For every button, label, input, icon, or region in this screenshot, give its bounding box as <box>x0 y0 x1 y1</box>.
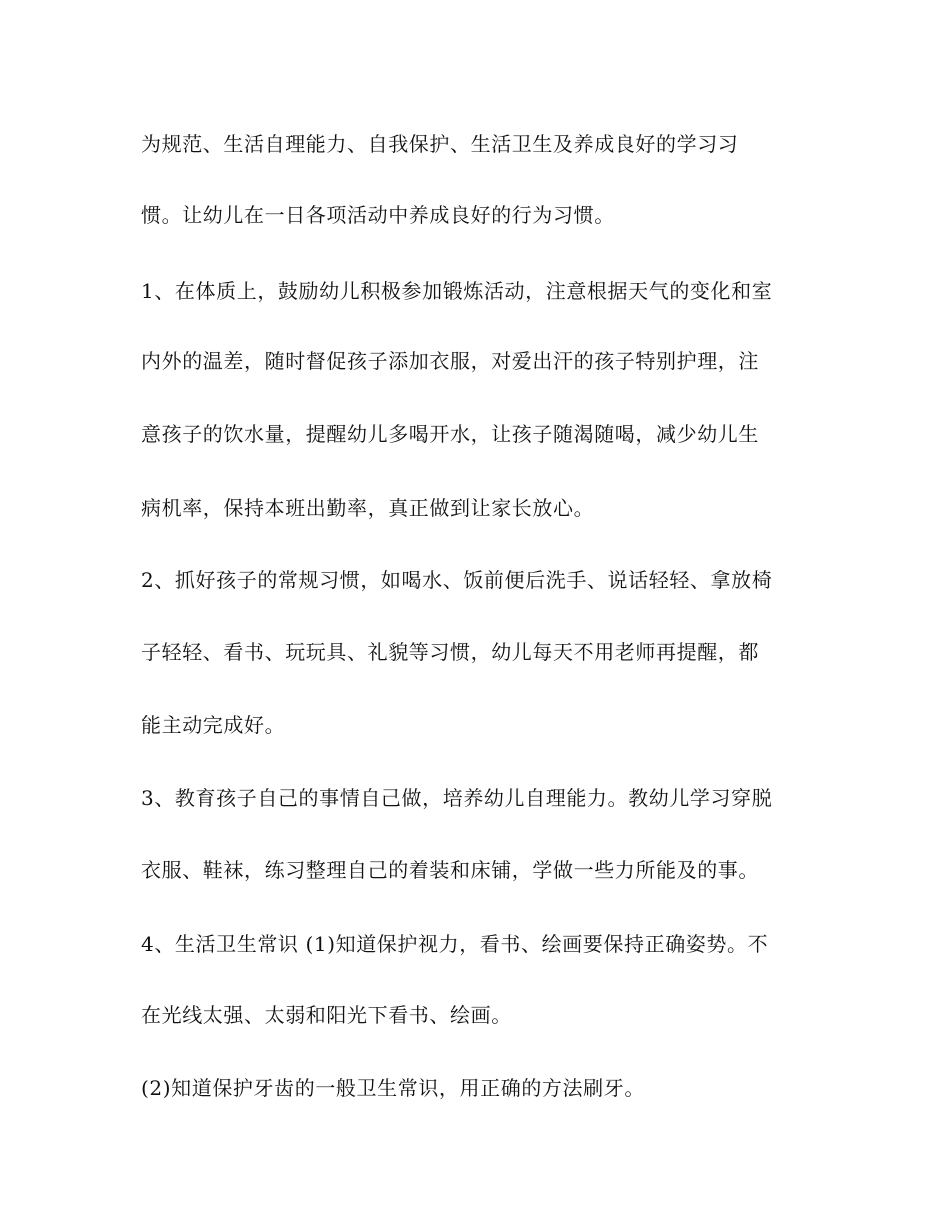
text-line: 惯。让幼儿在一日各项活动中养成良好的行为习惯。 <box>141 203 615 227</box>
text-line: 为规范、生活自理能力、自我保护、生活卫生及养成良好的学习习 <box>141 132 739 156</box>
text-line: 病机率，保持本班出勤率，真正做到让家长放心。 <box>141 496 595 520</box>
text-line: 1、在体质上，鼓励幼儿积极参加锻炼活动，注意根据天气的变化和室 <box>141 279 773 303</box>
text-line: (2)知道保护牙齿的一般卫生常识，用正确的方法刷牙。 <box>141 1076 645 1100</box>
text-line: 衣服、鞋袜，练习整理自己的着装和床铺，学做一些力所能及的事。 <box>141 858 759 882</box>
text-line: 在光线太强、太弱和阳光下看书、绘画。 <box>141 1003 512 1027</box>
text-line: 能主动完成好。 <box>141 713 286 737</box>
text-line: 意孩子的饮水量，提醒幼儿多喝开水，让孩子随渴随喝，减少幼儿生 <box>141 422 759 446</box>
text-line: 2、抓好孩子的常规习惯，如喝水、饭前便后洗手、说话轻轻、拿放椅 <box>141 568 773 592</box>
text-line: 4、生活卫生常识 (1)知道保护视力，看书、绘画要保持正确姿势。不 <box>141 932 769 956</box>
text-line: 子轻轻、看书、玩玩具、礼貌等习惯，幼儿每天不用老师再提醒，都 <box>141 640 759 664</box>
text-line: 内外的温差，随时督促孩子添加衣服，对爱出汗的孩子特别护理，注 <box>141 349 759 373</box>
text-line: 3、教育孩子自己的事情自己做，培养幼儿自理能力。教幼儿学习穿脱 <box>141 786 773 810</box>
